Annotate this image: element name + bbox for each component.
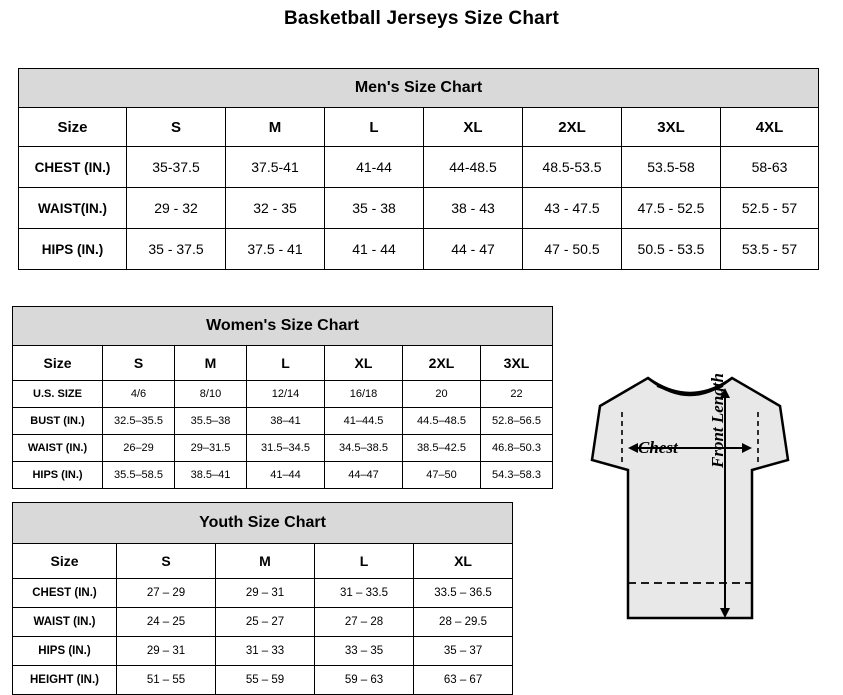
table-cell: 44–47 [325, 462, 403, 489]
table-header-row [13, 544, 513, 579]
column-header: 2XL [523, 108, 622, 147]
table-cell: 41–44.5 [325, 408, 403, 435]
table-cell: 38.5–42.5 [403, 435, 481, 462]
table-cell: 35 – 37 [414, 637, 513, 666]
table-row [13, 579, 513, 608]
page-title: Basketball Jerseys Size Chart [283, 8, 560, 29]
column-header: XL [414, 544, 513, 579]
column-header: XL [424, 108, 523, 147]
table-row [19, 229, 819, 270]
row-header: BUST (IN.) [13, 408, 103, 435]
row-header: HIPS (IN.) [13, 462, 103, 489]
table-caption-row [13, 503, 513, 544]
column-header: 3XL [622, 108, 721, 147]
womens-caption: Women's Size Chart [13, 307, 553, 346]
mens-size-chart-table [18, 68, 819, 270]
shirt-measurement-diagram [540, 368, 840, 678]
table-header-row [19, 108, 819, 147]
table-cell: 35.5–58.5 [103, 462, 175, 489]
table-row [13, 666, 513, 695]
front-length-label: Front Length [708, 373, 727, 468]
table-cell: 47.5 - 52.5 [622, 188, 721, 229]
table-cell: 16/18 [325, 381, 403, 408]
column-header: M [175, 346, 247, 381]
row-header: CHEST (IN.) [13, 579, 117, 608]
table-cell: 47 - 50.5 [523, 229, 622, 270]
table-cell: 4/6 [103, 381, 175, 408]
table-cell: 31.5–34.5 [247, 435, 325, 462]
column-header: L [325, 108, 424, 147]
column-header: L [247, 346, 325, 381]
table-cell: 53.5 - 57 [721, 229, 819, 270]
youth-caption: Youth Size Chart [13, 503, 513, 544]
column-header: Size [13, 346, 103, 381]
table-cell: 12/14 [247, 381, 325, 408]
table-cell: 22 [481, 381, 553, 408]
row-header: HEIGHT (IN.) [13, 666, 117, 695]
table-cell: 20 [403, 381, 481, 408]
table-row [13, 435, 553, 462]
table-cell: 35-37.5 [127, 147, 226, 188]
column-header: Size [13, 544, 117, 579]
table-cell: 41–44 [247, 462, 325, 489]
table-row [13, 462, 553, 489]
table-cell: 53.5-58 [622, 147, 721, 188]
row-header: WAIST(IN.) [19, 188, 127, 229]
table-cell: 63 – 67 [414, 666, 513, 695]
table-caption-row [19, 69, 819, 108]
table-cell: 34.5–38.5 [325, 435, 403, 462]
table-cell: 43 - 47.5 [523, 188, 622, 229]
column-header: L [315, 544, 414, 579]
table-cell: 38 - 43 [424, 188, 523, 229]
table-cell: 29 - 32 [127, 188, 226, 229]
row-header: HIPS (IN.) [19, 229, 127, 270]
table-cell: 29–31.5 [175, 435, 247, 462]
table-cell: 50.5 - 53.5 [622, 229, 721, 270]
column-header: Size [19, 108, 127, 147]
column-header: S [117, 544, 216, 579]
table-header-row [13, 346, 553, 381]
column-header: 3XL [481, 346, 553, 381]
row-header: U.S. SIZE [13, 381, 103, 408]
table-cell: 35.5–38 [175, 408, 247, 435]
table-cell: 59 – 63 [315, 666, 414, 695]
row-header: WAIST (IN.) [13, 435, 103, 462]
table-cell: 54.3–58.3 [481, 462, 553, 489]
table-row [13, 637, 513, 666]
column-header: 4XL [721, 108, 819, 147]
table-cell: 38.5–41 [175, 462, 247, 489]
table-row [13, 381, 553, 408]
table-cell: 41-44 [325, 147, 424, 188]
row-header: HIPS (IN.) [13, 637, 117, 666]
mens-caption: Men's Size Chart [19, 69, 819, 108]
table-row [13, 408, 553, 435]
table-cell: 38–41 [247, 408, 325, 435]
table-cell: 48.5-53.5 [523, 147, 622, 188]
table-cell: 37.5 - 41 [226, 229, 325, 270]
table-cell: 55 – 59 [216, 666, 315, 695]
column-header: XL [325, 346, 403, 381]
chest-label: Chest [638, 438, 678, 457]
table-cell: 35 - 37.5 [127, 229, 226, 270]
table-cell: 44.5–48.5 [403, 408, 481, 435]
table-row [19, 147, 819, 188]
womens-size-chart-table [12, 306, 553, 489]
table-cell: 58-63 [721, 147, 819, 188]
column-header: 2XL [403, 346, 481, 381]
jersey-illustration-svg [540, 368, 840, 678]
table-cell: 25 – 27 [216, 608, 315, 637]
table-cell: 8/10 [175, 381, 247, 408]
table-cell: 37.5-41 [226, 147, 325, 188]
table-row [13, 608, 513, 637]
table-cell: 24 – 25 [117, 608, 216, 637]
table-cell: 32 - 35 [226, 188, 325, 229]
table-cell: 35 - 38 [325, 188, 424, 229]
table-cell: 44-48.5 [424, 147, 523, 188]
table-row [19, 188, 819, 229]
row-header: WAIST (IN.) [13, 608, 117, 637]
table-cell: 29 – 31 [216, 579, 315, 608]
table-cell: 33 – 35 [315, 637, 414, 666]
table-cell: 47–50 [403, 462, 481, 489]
column-header: M [216, 544, 315, 579]
table-cell: 52.8–56.5 [481, 408, 553, 435]
table-cell: 51 – 55 [117, 666, 216, 695]
youth-size-chart-table [12, 502, 513, 695]
column-header: M [226, 108, 325, 147]
table-cell: 32.5–35.5 [103, 408, 175, 435]
table-cell: 46.8–50.3 [481, 435, 553, 462]
table-cell: 44 - 47 [424, 229, 523, 270]
table-cell: 33.5 – 36.5 [414, 579, 513, 608]
table-cell: 31 – 33 [216, 637, 315, 666]
table-cell: 31 – 33.5 [315, 579, 414, 608]
table-caption-row [13, 307, 553, 346]
table-cell: 41 - 44 [325, 229, 424, 270]
table-cell: 27 – 29 [117, 579, 216, 608]
table-cell: 29 – 31 [117, 637, 216, 666]
row-header: CHEST (IN.) [19, 147, 127, 188]
column-header: S [103, 346, 175, 381]
table-cell: 26–29 [103, 435, 175, 462]
table-cell: 28 – 29.5 [414, 608, 513, 637]
table-cell: 27 – 28 [315, 608, 414, 637]
column-header: S [127, 108, 226, 147]
table-cell: 52.5 - 57 [721, 188, 819, 229]
